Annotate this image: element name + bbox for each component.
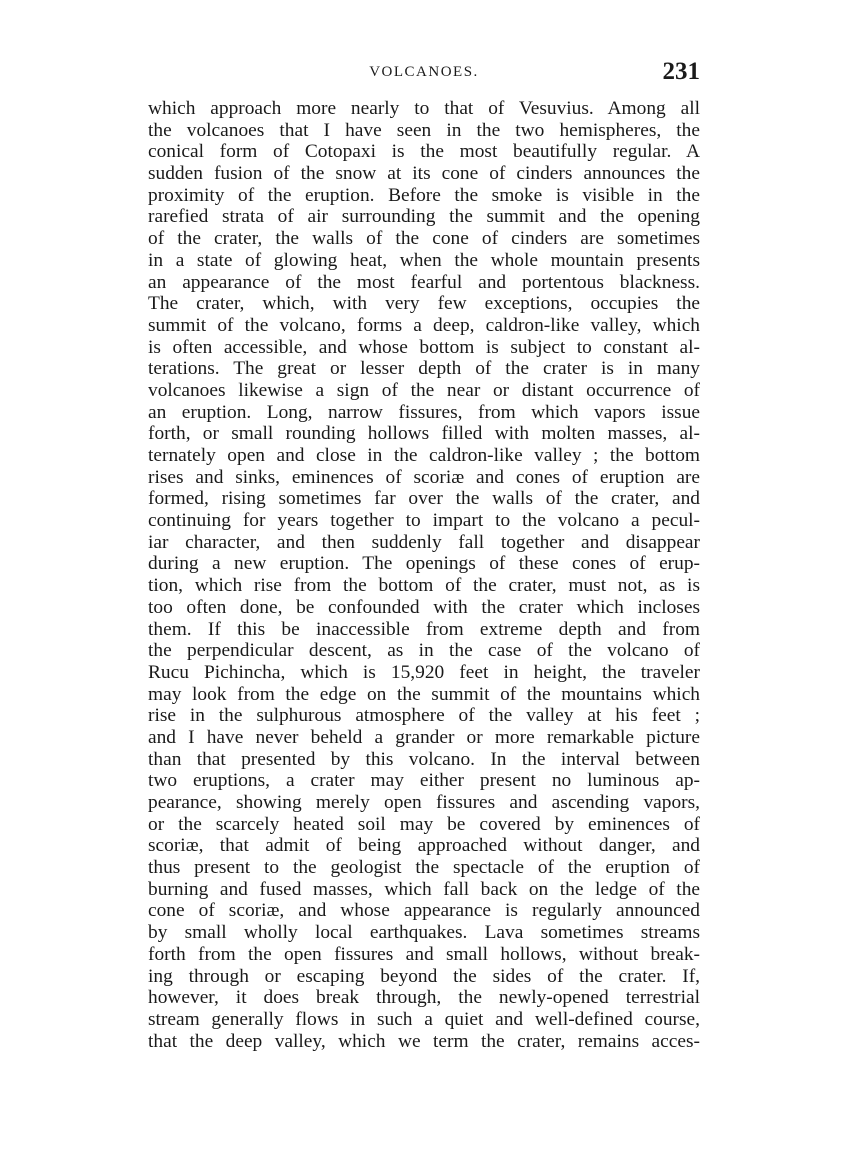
text-line: sudden fusion of the snow at its cone of cinders announces the (148, 163, 700, 185)
text-line: too often done, be confounded with the crater which incloses (148, 596, 700, 618)
text-line: or the scarcely heated soil may be covered by eminences of (148, 813, 700, 835)
text-line: tion, which rise from the bottom of the crater, must not, as is (148, 575, 700, 597)
text-line: two eruptions, a crater may either present no luminous ap- (148, 770, 700, 792)
page-number: 231 (662, 58, 700, 85)
text-line: which approach more nearly to that of Vesuvius. Among all (148, 98, 700, 119)
text-line: cone of scoriæ, and whose appearance is regularly announced (148, 900, 700, 922)
text-line: by small wholly local earthquakes. Lava sometimes streams (148, 922, 700, 944)
text-line: ternately open and close in the caldron-like valley ; the bottom (148, 445, 700, 466)
text-line: and I have never beheld a grander or more remarkable picture (148, 726, 700, 748)
text-line: formed, rising sometimes far over the walls of the crater, and (148, 488, 700, 510)
text-line: ing through or escaping beyond the sides of the crater. If, (148, 965, 700, 987)
body-text (148, 98, 700, 1052)
text-line: of the crater, the walls of the cone of cinders are sometimes (148, 228, 700, 250)
text-line: volcanoes likewise a sign of the near or distant occurrence of (148, 379, 700, 401)
text-line: forth, or small rounding hollows filled with molten masses, al- (148, 423, 700, 445)
text-line: than that presented by this volcano. In the interval between (148, 748, 700, 770)
text-line: during a new eruption. The openings of these cones of erup- (148, 553, 700, 575)
text-line: an appearance of the most fearful and portentous blackness. (148, 271, 700, 293)
text-line: continuing for years together to impart to the volcano a pecul- (148, 510, 700, 532)
text-line: the volcanoes that I have seen in the two hemispheres, the (148, 119, 700, 141)
text-line: The crater, which, with very few exceptions, occupies the (148, 293, 700, 315)
text-line: scoriæ, that admit of being approached without danger, and (148, 835, 700, 857)
text-line: rise in the sulphurous atmosphere of the valley at his feet ; (148, 705, 700, 727)
text-line: conical form of Cotopaxi is the most beautifully regular. A (148, 141, 700, 163)
text-line: them. If this be inaccessible from extreme depth and from (148, 618, 700, 640)
text-line: is often accessible, and whose bottom is subject to constant al- (148, 336, 700, 358)
text-line: Rucu Pichincha, which is 15,920 feet in height, the traveler (148, 661, 700, 683)
text-line: iar character, and then suddenly fall together and disappear (148, 531, 700, 553)
text-line: forth from the open fissures and small hollows, without break- (148, 943, 700, 965)
running-title: VOLCANOES. (369, 64, 479, 80)
text-line: pearance, showing merely open fissures and ascending vapors, (148, 792, 700, 813)
text-line: that the deep valley, which we term the crater, remains acces- (148, 1030, 700, 1052)
text-line: burning and fused masses, which fall back on the ledge of the (148, 878, 700, 900)
text-line: however, it does break through, the newly-opened terrestrial (148, 987, 700, 1009)
text-line: thus present to the geologist the spectacle of the eruption of (148, 857, 700, 879)
text-line: may look from the edge on the summit of the mountains which (148, 683, 700, 705)
text-line: rises and sinks, eminences of scoriæ and cones of eruption are (148, 466, 700, 488)
text-line: proximity of the eruption. Before the smoke is visible in the (148, 184, 700, 206)
text-line: an eruption. Long, narrow fissures, from which vapors issue (148, 401, 700, 423)
text-line: the perpendicular descent, as in the case of the volcano of (148, 640, 700, 662)
text-line: in a state of glowing heat, when the whole mountain presents (148, 249, 700, 271)
text-line: stream generally flows in such a quiet and well-defined course, (148, 1008, 700, 1030)
running-head (148, 58, 700, 88)
text-line: rarefied strata of air surrounding the summit and the opening (148, 206, 700, 228)
text-line: summit of the volcano, forms a deep, caldron-like valley, which (148, 314, 700, 336)
text-line: terations. The great or lesser depth of the crater is in many (148, 358, 700, 380)
